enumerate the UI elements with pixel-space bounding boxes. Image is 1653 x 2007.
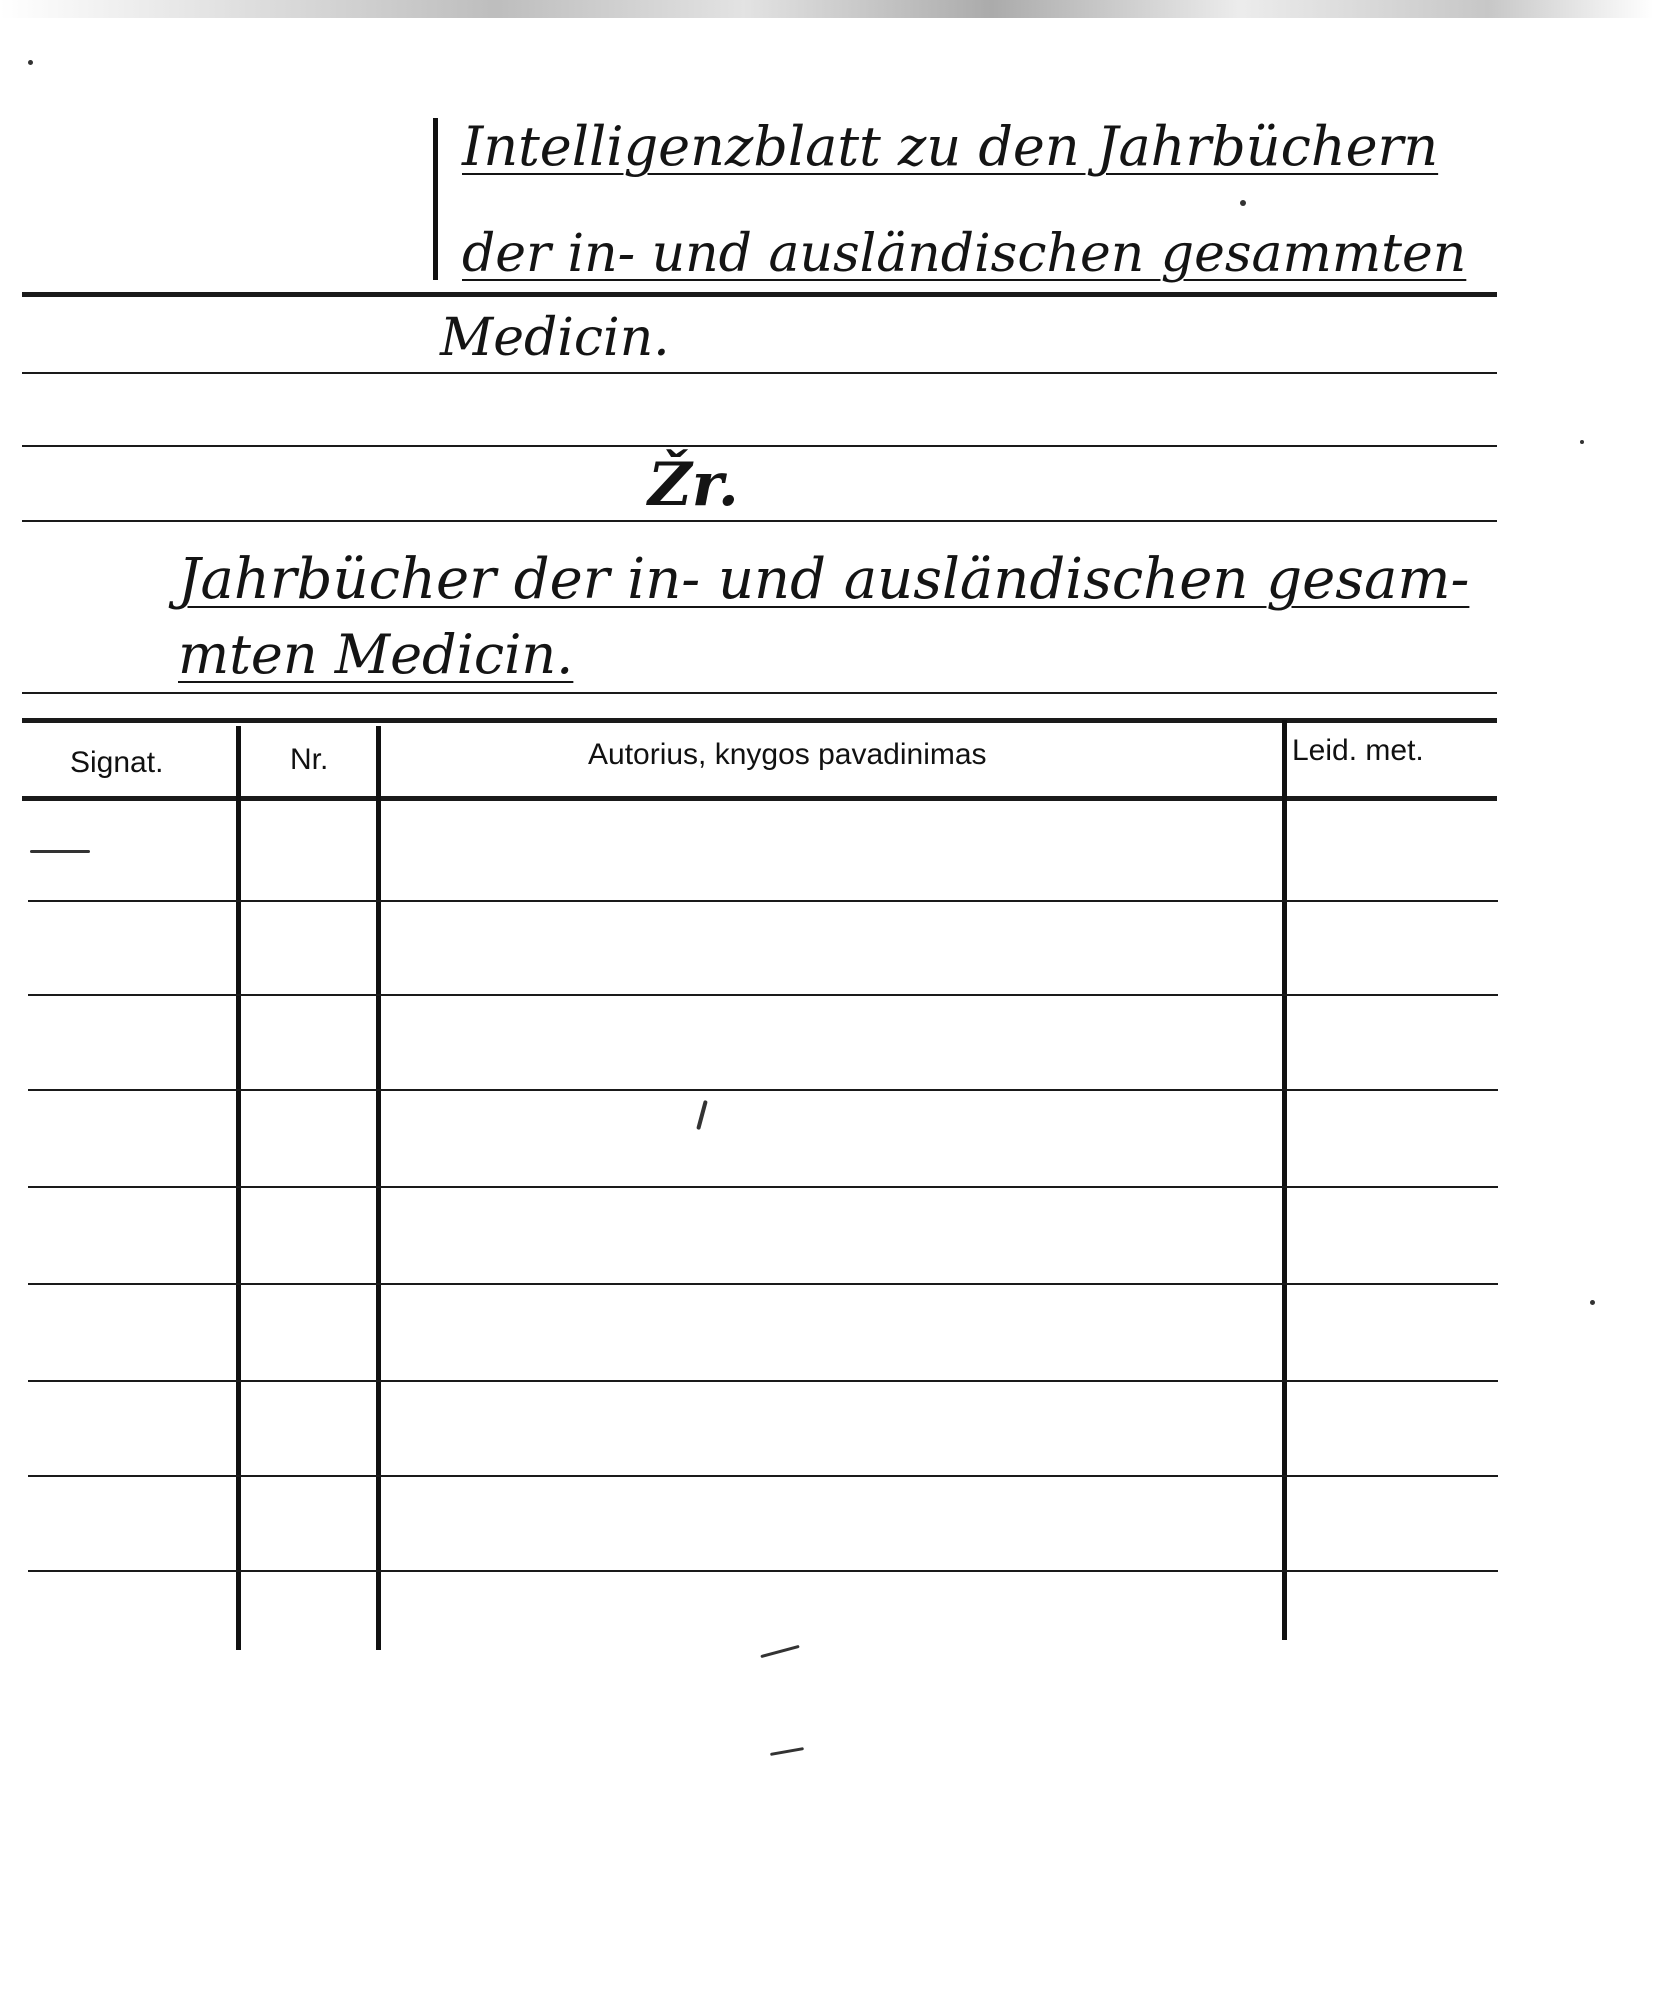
ruled-line	[22, 292, 1497, 297]
ruled-line	[22, 372, 1497, 374]
scan-speck	[28, 60, 33, 65]
table-row-rule	[28, 1089, 1498, 1091]
column-divider-2	[376, 726, 381, 1650]
table-row-rule	[28, 1475, 1498, 1477]
column-header-signat: Signat.	[70, 746, 164, 779]
column-header-author-title: Autorius, knygos pavadinimas	[588, 738, 987, 771]
heading-line-3: Medicin.	[440, 308, 670, 368]
table-row-rule	[28, 1186, 1498, 1188]
scan-speck	[770, 1747, 804, 1756]
column-header-year: Leid. met.	[1292, 734, 1424, 767]
scan-speck	[1590, 1300, 1595, 1305]
see-marker: Žr.	[648, 450, 739, 520]
scan-speck	[30, 850, 90, 853]
scan-speck	[1240, 200, 1246, 206]
heading-left-bar	[433, 118, 438, 280]
heading-line-2: der in- und ausländischen gesammten	[462, 224, 1467, 284]
scan-speck	[696, 1100, 708, 1130]
column-header-nr: Nr.	[290, 743, 329, 776]
table-row-rule	[28, 900, 1498, 902]
column-divider-1	[236, 726, 241, 1650]
table-row-rule	[28, 994, 1498, 996]
reference-line-2: mten Medicin.	[178, 623, 574, 686]
reference-line-1: Jahrbücher der in- und ausländischen gesam-	[178, 547, 1470, 612]
table-header-rule	[22, 796, 1497, 801]
ruled-line	[22, 445, 1497, 447]
scan-speck	[760, 1645, 799, 1658]
ruled-line	[22, 692, 1497, 694]
table-row-rule	[28, 1380, 1498, 1382]
scan-edge-noise	[0, 0, 1653, 18]
table-row-rule	[28, 1570, 1498, 1572]
column-divider-3	[1282, 720, 1287, 1640]
heading-line-1: Intelligenzblatt zu den Jahrbüchern	[462, 115, 1439, 178]
table-row-rule	[28, 1283, 1498, 1285]
ruled-line	[22, 520, 1497, 522]
scan-speck	[1580, 440, 1584, 444]
table-top-rule	[22, 718, 1497, 723]
